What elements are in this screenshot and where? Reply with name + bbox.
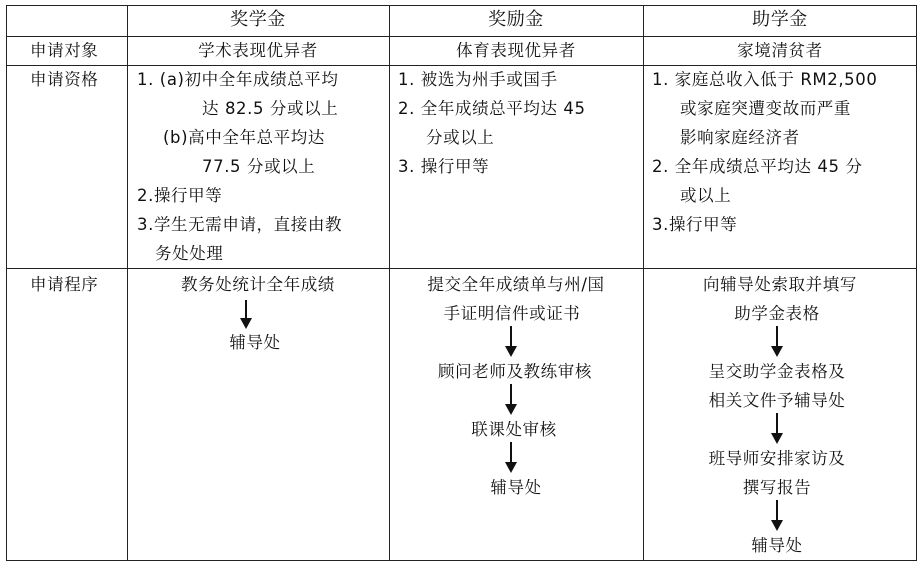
row-label-target: 申请对象 (30, 41, 99, 60)
header-bursary: 助学金 (752, 9, 808, 30)
row-divider (6, 36, 917, 37)
row-divider (6, 65, 917, 66)
row-divider (6, 268, 917, 269)
row-label-eligibility: 申请资格 (30, 70, 99, 89)
col-divider (389, 5, 390, 561)
eligibility-scholarship-line: 3.学生无需申请，直接由教 (137, 215, 343, 234)
eligibility-bursary-line: 2. 全年成绩总平均达 45 分 (652, 157, 863, 176)
col-divider (127, 5, 128, 561)
eligibility-award-line: 分或以上 (426, 128, 495, 147)
eligibility-award-line: 2. 全年成绩总平均达 45 (398, 99, 586, 118)
procedure-award-step: 联课处审核 (471, 420, 557, 439)
flow-arrow-down-icon (510, 326, 512, 348)
header-award: 奖励金 (488, 9, 544, 30)
flow-arrow-down-icon (245, 300, 247, 320)
header-scholarship: 奖学金 (230, 9, 286, 30)
target-award: 体育表现优异者 (456, 41, 576, 60)
target-scholarship: 学术表现优异者 (198, 41, 318, 60)
flow-arrow-down-icon (776, 413, 778, 435)
eligibility-scholarship-line: 2.操行甲等 (137, 186, 223, 205)
procedure-award-step: 辅导处 (490, 478, 542, 497)
procedure-scholarship-step: 教务处统计全年成绩 (181, 275, 335, 294)
table-border-bottom (6, 560, 917, 561)
eligibility-scholarship-line: 77.5 分或以上 (202, 157, 316, 176)
procedure-bursary-step: 相关文件予辅导处 (708, 391, 846, 410)
procedure-bursary-step: 班导师安排家访及 (708, 449, 846, 468)
col-divider (643, 5, 644, 561)
flow-arrow-down-icon (776, 326, 778, 348)
procedure-bursary-step: 呈交助学金表格及 (708, 362, 846, 381)
eligibility-bursary-line: 影响家庭经济者 (680, 128, 800, 147)
eligibility-bursary-line: 或家庭突遭变故而严重 (680, 99, 851, 118)
target-bursary: 家境清贫者 (737, 41, 823, 60)
eligibility-bursary-line: 或以上 (680, 186, 732, 205)
flow-arrow-down-icon (510, 384, 512, 406)
flow-arrow-down-icon (510, 442, 512, 464)
procedure-bursary-step: 撰写报告 (742, 478, 812, 497)
flow-arrow-down-icon (776, 500, 778, 522)
table-border-right (916, 5, 917, 561)
row-label-procedure: 申请程序 (30, 275, 99, 294)
eligibility-award-line: 1. 被选为州手或国手 (398, 70, 558, 89)
eligibility-scholarship-line: 达 82.5 分或以上 (202, 99, 339, 118)
procedure-award-step: 顾问老师及教练审核 (438, 362, 592, 381)
procedure-bursary-step: 向辅导处索取并填写 (703, 275, 857, 294)
eligibility-bursary-line: 3.操行甲等 (652, 215, 738, 234)
table-border-top (6, 5, 917, 6)
eligibility-award-line: 3. 操行甲等 (398, 157, 490, 176)
procedure-bursary-step: 助学金表格 (734, 304, 820, 323)
eligibility-scholarship-line: (b)高中全年总平均达 (163, 128, 325, 147)
eligibility-scholarship-line: 1. (a)初中全年成绩总平均 (137, 70, 339, 89)
procedure-bursary-step: 辅导处 (751, 536, 803, 555)
eligibility-bursary-line: 1. 家庭总收入低于 RM2,500 (652, 70, 878, 89)
table-border-left (6, 5, 7, 561)
procedure-award-step: 手证明信件或证书 (443, 304, 581, 323)
procedure-award-step: 提交全年成绩单与州/国 (427, 275, 605, 294)
procedure-scholarship-step: 辅导处 (229, 333, 281, 352)
eligibility-scholarship-line: 务处处理 (155, 244, 224, 263)
